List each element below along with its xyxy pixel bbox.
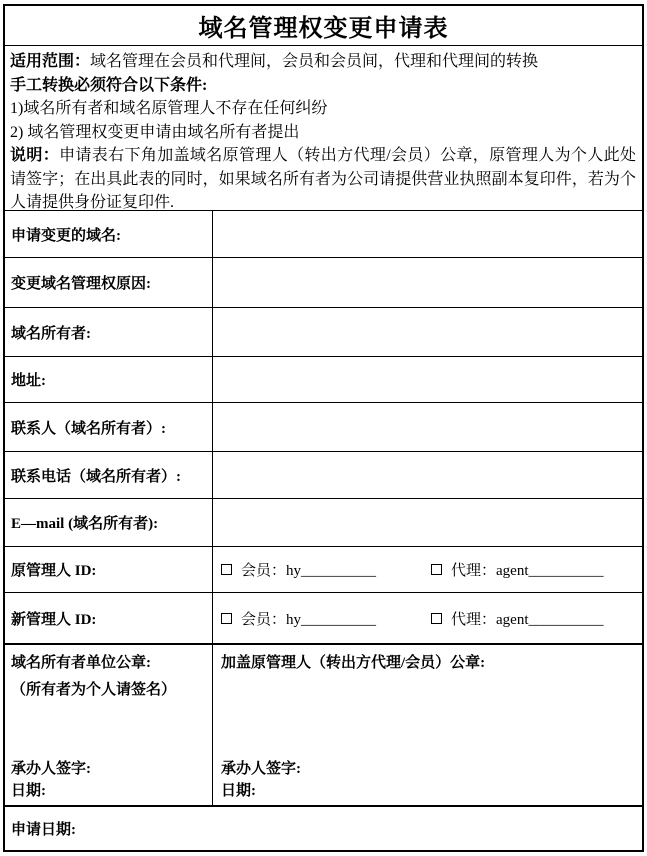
scope-line — [10, 50, 636, 74]
old-admin-stamp-cell[interactable] — [213, 645, 642, 805]
row-domain — [5, 211, 642, 258]
condition-2: 2) 域名管理权变更申请由域名所有者提出 — [10, 123, 300, 141]
agent-checkbox[interactable] — [431, 564, 442, 575]
field-value-address[interactable] — [213, 357, 642, 402]
field-value-phone[interactable] — [213, 452, 642, 498]
note-label: 说明： — [10, 147, 60, 164]
owner-stamp-labels — [11, 650, 208, 704]
member-option-label: 会员：hy__________ — [241, 563, 377, 579]
owner-stamp-cell[interactable] — [5, 645, 213, 805]
old-admin-stamp-label: 加盖原管理人（转出方代理/会员）公章: — [221, 655, 486, 671]
field-label-contact: 联系人（域名所有者）: — [5, 403, 213, 451]
agent-checkbox[interactable] — [431, 613, 442, 624]
field-label-reason: 变更域名管理权原因: — [5, 258, 213, 307]
row-contact — [5, 403, 642, 452]
row-email — [5, 499, 642, 547]
field-label-owner: 域名所有者: — [5, 308, 213, 356]
scope-text: 域名管理在会员和代理间，会员和会员间，代理和代理间的转换 — [90, 53, 539, 70]
admin-handler-block — [221, 758, 636, 802]
note-text: 申请表右下角加盖域名原管理人（转出方代理/会员）公章，原管理人为个人此处请签字；在出具此表的同时，如果域名所有者为公司请提供营业执照副本复印件，若为个人请提供身份证复印件. — [10, 147, 636, 211]
application-date-label: 申请日期: — [11, 822, 76, 838]
row-old-admin-id — [5, 547, 642, 593]
agent-option-label: 代理：agent__________ — [451, 611, 604, 628]
old-admin-member-option — [221, 559, 376, 580]
field-value-email[interactable] — [213, 499, 642, 546]
condition-1: 1)域名所有者和域名原管理人不存在任何纠纷 — [10, 100, 328, 117]
date-label: 日期: — [221, 783, 256, 799]
handler-signature-label: 承办人签字: — [221, 761, 301, 777]
owner-stamp-note: （所有者为个人请签名） — [11, 682, 177, 698]
row-reason — [5, 258, 642, 308]
old-admin-options — [213, 547, 642, 592]
instructions-section — [5, 46, 642, 211]
agent-option-label: 代理：agent__________ — [451, 563, 604, 579]
owner-stamp-label: 域名所有者单位公章: — [11, 655, 151, 671]
conditions-heading: 手工转换必须符合以下条件: — [10, 76, 208, 94]
row-address — [5, 357, 642, 403]
stamp-signature-row — [5, 645, 642, 807]
row-phone — [5, 452, 642, 499]
field-value-reason[interactable] — [213, 258, 642, 307]
old-admin-agent-option — [431, 559, 603, 580]
note-line — [10, 144, 636, 215]
new-admin-member-option — [221, 608, 376, 629]
title-row — [5, 6, 642, 46]
field-value-contact[interactable] — [213, 403, 642, 451]
field-label-address: 地址: — [5, 357, 213, 402]
field-value-domain[interactable] — [213, 211, 642, 257]
page-title: 域名管理权变更申请表 — [198, 16, 449, 42]
field-label-domain: 申请变更的域名: — [5, 211, 213, 257]
application-date-row[interactable] — [5, 807, 642, 850]
new-admin-agent-option — [431, 608, 603, 629]
member-option-label: 会员：hy__________ — [241, 611, 377, 628]
row-owner — [5, 308, 642, 357]
row-new-admin-id — [5, 593, 642, 645]
field-label-email: E—mail (域名所有者): — [5, 499, 213, 546]
new-admin-options — [213, 593, 642, 643]
field-label-old-admin-id: 原管理人 ID: — [5, 547, 213, 592]
field-label-new-admin-id: 新管理人 ID: — [5, 593, 213, 643]
handler-signature-label: 承办人签字: — [11, 761, 91, 777]
field-value-owner[interactable] — [213, 308, 642, 356]
member-checkbox[interactable] — [221, 613, 232, 624]
owner-handler-block — [11, 758, 208, 802]
field-label-phone: 联系电话（域名所有者）: — [5, 452, 213, 498]
scope-label: 适用范围： — [10, 53, 91, 70]
member-checkbox[interactable] — [221, 564, 232, 575]
date-label: 日期: — [11, 783, 46, 799]
application-form-table — [3, 4, 644, 852]
